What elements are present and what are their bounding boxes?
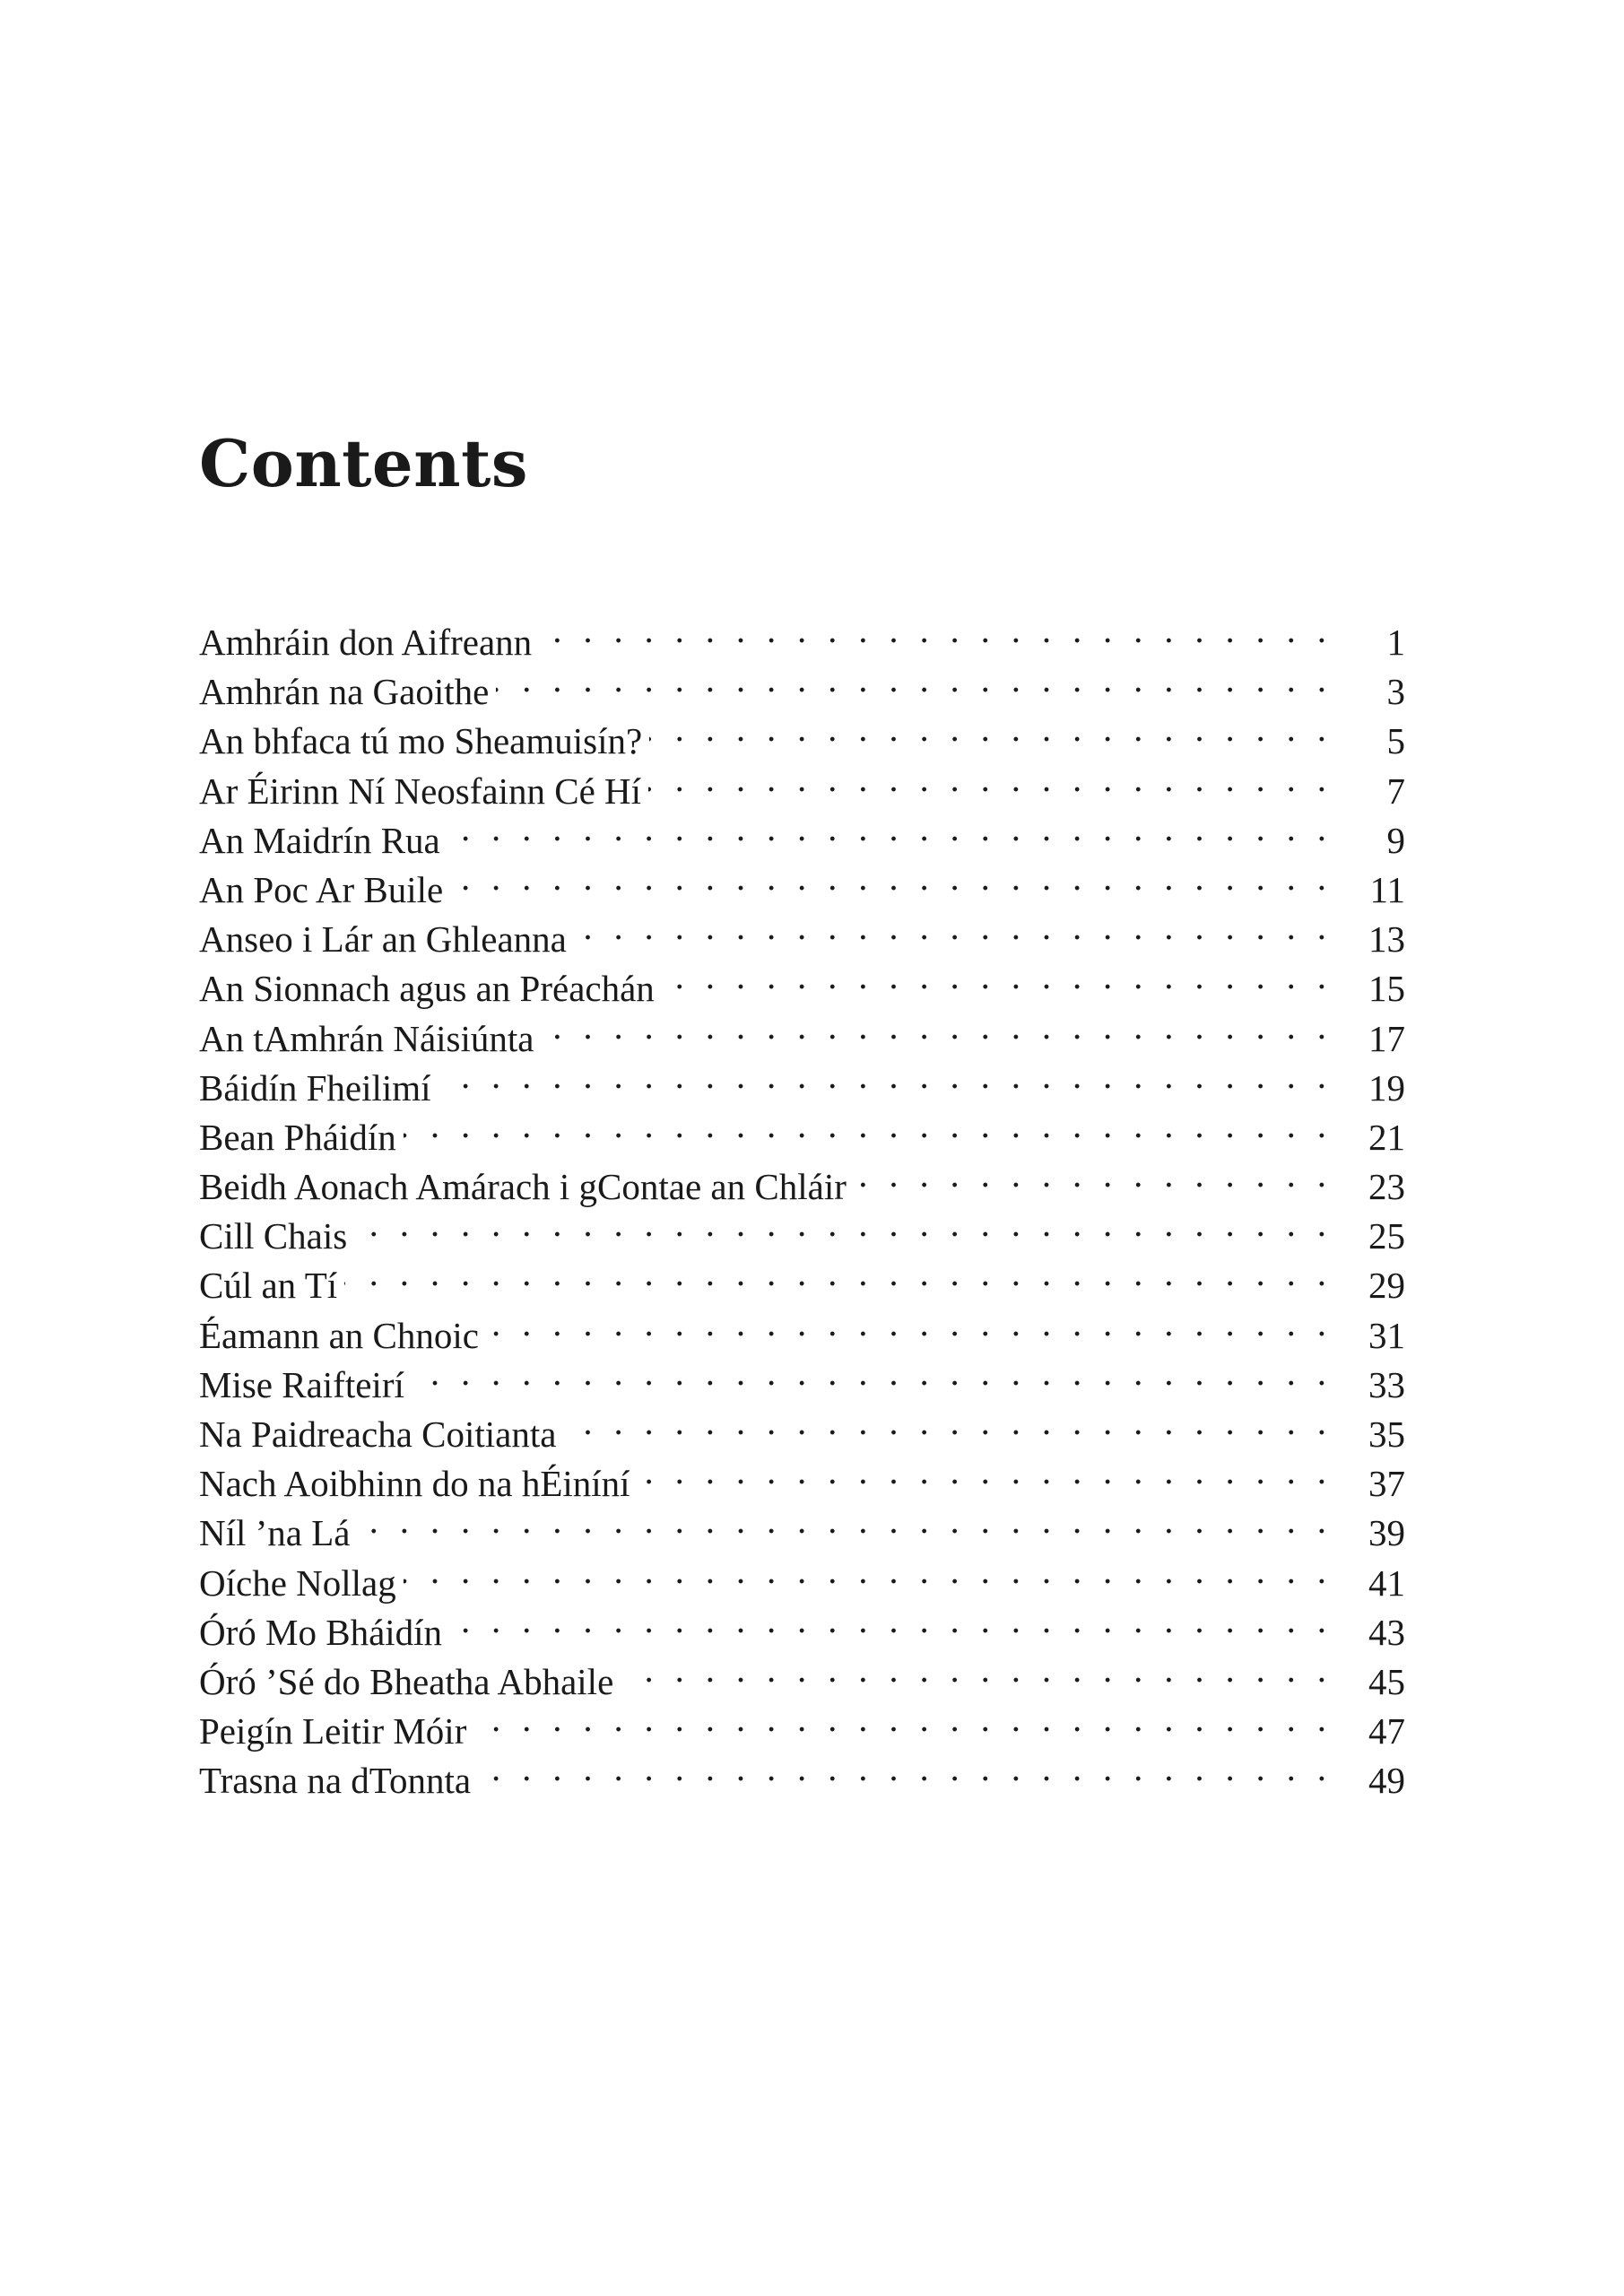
toc-entry-title: Éamann an Chnoic [199,1314,479,1356]
table-of-contents [199,605,1405,1802]
toc-entry[interactable] [199,1546,1405,1604]
toc-entry-page: 37 [1368,1463,1405,1505]
toc-entry[interactable] [199,605,1405,663]
toc-dot-leader [486,1299,1326,1348]
toc-dot-leader [541,1002,1326,1051]
toc-dot-leader [649,704,1326,753]
toc-entry-title: An Maidrín Rua [199,819,440,861]
toc-dot-leader [450,853,1326,902]
toc-entry-page: 5 [1386,720,1405,762]
toc-entry-page: 31 [1368,1314,1405,1356]
toc-dot-leader [354,1199,1326,1248]
toc-entry-title: Mise Raifteirí [199,1363,404,1405]
toc-entry-title: Oíche Nollag [199,1561,396,1604]
toc-entry-page: 33 [1368,1363,1405,1405]
toc-entry-title: Cúl an Tí [199,1265,338,1307]
toc-dot-leader [412,1348,1326,1397]
toc-dot-leader [473,1694,1326,1744]
toc-entry-title: An Poc Ar Buile [199,868,444,910]
toc-entry-page: 15 [1368,968,1405,1010]
toc-entry-title: Amhráin don Aifreann [199,622,533,663]
toc-dot-leader [563,1397,1326,1447]
toc-entry-page: 41 [1368,1561,1405,1604]
toc-entry-page: 7 [1386,770,1405,812]
toc-entry-page: 49 [1368,1760,1405,1802]
toc-dot-leader [404,1546,1326,1596]
toc-entry-title: Bean Pháidín [199,1116,396,1158]
toc-entry-page: 45 [1368,1660,1405,1702]
toc-entry-title: An Sionnach agus an Préachán [199,968,655,1010]
toc-entry-title: Na Paidreacha Coitianta [199,1413,557,1455]
toc-entry-page: 19 [1368,1066,1405,1109]
toc-dot-leader [638,1447,1326,1496]
toc-entry-page: 29 [1368,1265,1405,1307]
toc-entry-page: 35 [1368,1413,1405,1455]
toc-entry-page: 13 [1368,918,1405,961]
toc-dot-leader [854,1150,1326,1199]
toc-entry-title: Trasna na dTonnta [199,1760,472,1802]
toc-dot-leader [478,1744,1326,1793]
toc-entry-title: Peigín Leitir Móir [199,1710,467,1752]
toc-dot-leader [357,1496,1326,1545]
toc-entry-title: Óró Mo Bháidín [199,1611,443,1653]
toc-entry-page: 21 [1368,1116,1405,1158]
toc-dot-leader [439,1051,1326,1100]
toc-entry-page: 23 [1368,1166,1405,1208]
toc-entry-page: 43 [1368,1611,1405,1653]
toc-dot-leader [404,1100,1326,1150]
toc-entry-title: Óró ’Sé do Bheatha Abhaile [199,1660,614,1702]
toc-dot-leader [648,754,1326,804]
toc-entry-title: An bhfaca tú mo Sheamuisín? [199,720,643,762]
toc-entry[interactable] [199,1199,1405,1257]
toc-entry-title: Ar Éirinn Ní Neosfainn Cé Hí [199,770,642,812]
toc-entry-page: 3 [1386,671,1405,713]
toc-entry[interactable] [199,1299,1405,1356]
toc-entry-title: Beidh Aonach Amárach i gContae an Chláir [199,1166,847,1208]
toc-dot-leader [496,655,1326,704]
toc-entry-page: 11 [1369,868,1405,910]
toc-entry-title: Níl ’na Lá [199,1512,351,1554]
toc-entry-title: An tAmhrán Náisiúnta [199,1017,534,1059]
toc-entry-page: 47 [1368,1710,1405,1752]
toc-dot-leader [449,1596,1326,1645]
toc-entry[interactable] [199,1496,1405,1554]
toc-entry-title: Amhrán na Gaoithe [199,671,490,713]
toc-dot-leader [344,1248,1326,1298]
toc-dot-leader [662,952,1326,1001]
toc-entry-page: 1 [1386,622,1405,663]
toc-dot-leader [574,902,1326,952]
toc-entry-title: Cill Chais [199,1215,348,1257]
toc-entry-title: Báidín Fheilimí [199,1066,431,1109]
toc-entry-page: 39 [1368,1512,1405,1554]
toc-dot-leader [447,804,1326,853]
toc-entry-title: Anseo i Lár an Ghleanna [199,918,567,961]
toc-entry[interactable] [199,1248,1405,1307]
toc-dot-leader [539,605,1326,655]
toc-entry-title: Nach Aoibhinn do na hÉiníní [199,1463,630,1505]
toc-entry-page: 17 [1368,1017,1405,1059]
page-title: Contents [199,425,528,501]
toc-entry-page: 9 [1386,819,1405,861]
toc-dot-leader [621,1645,1326,1694]
toc-entry-page: 25 [1368,1215,1405,1257]
